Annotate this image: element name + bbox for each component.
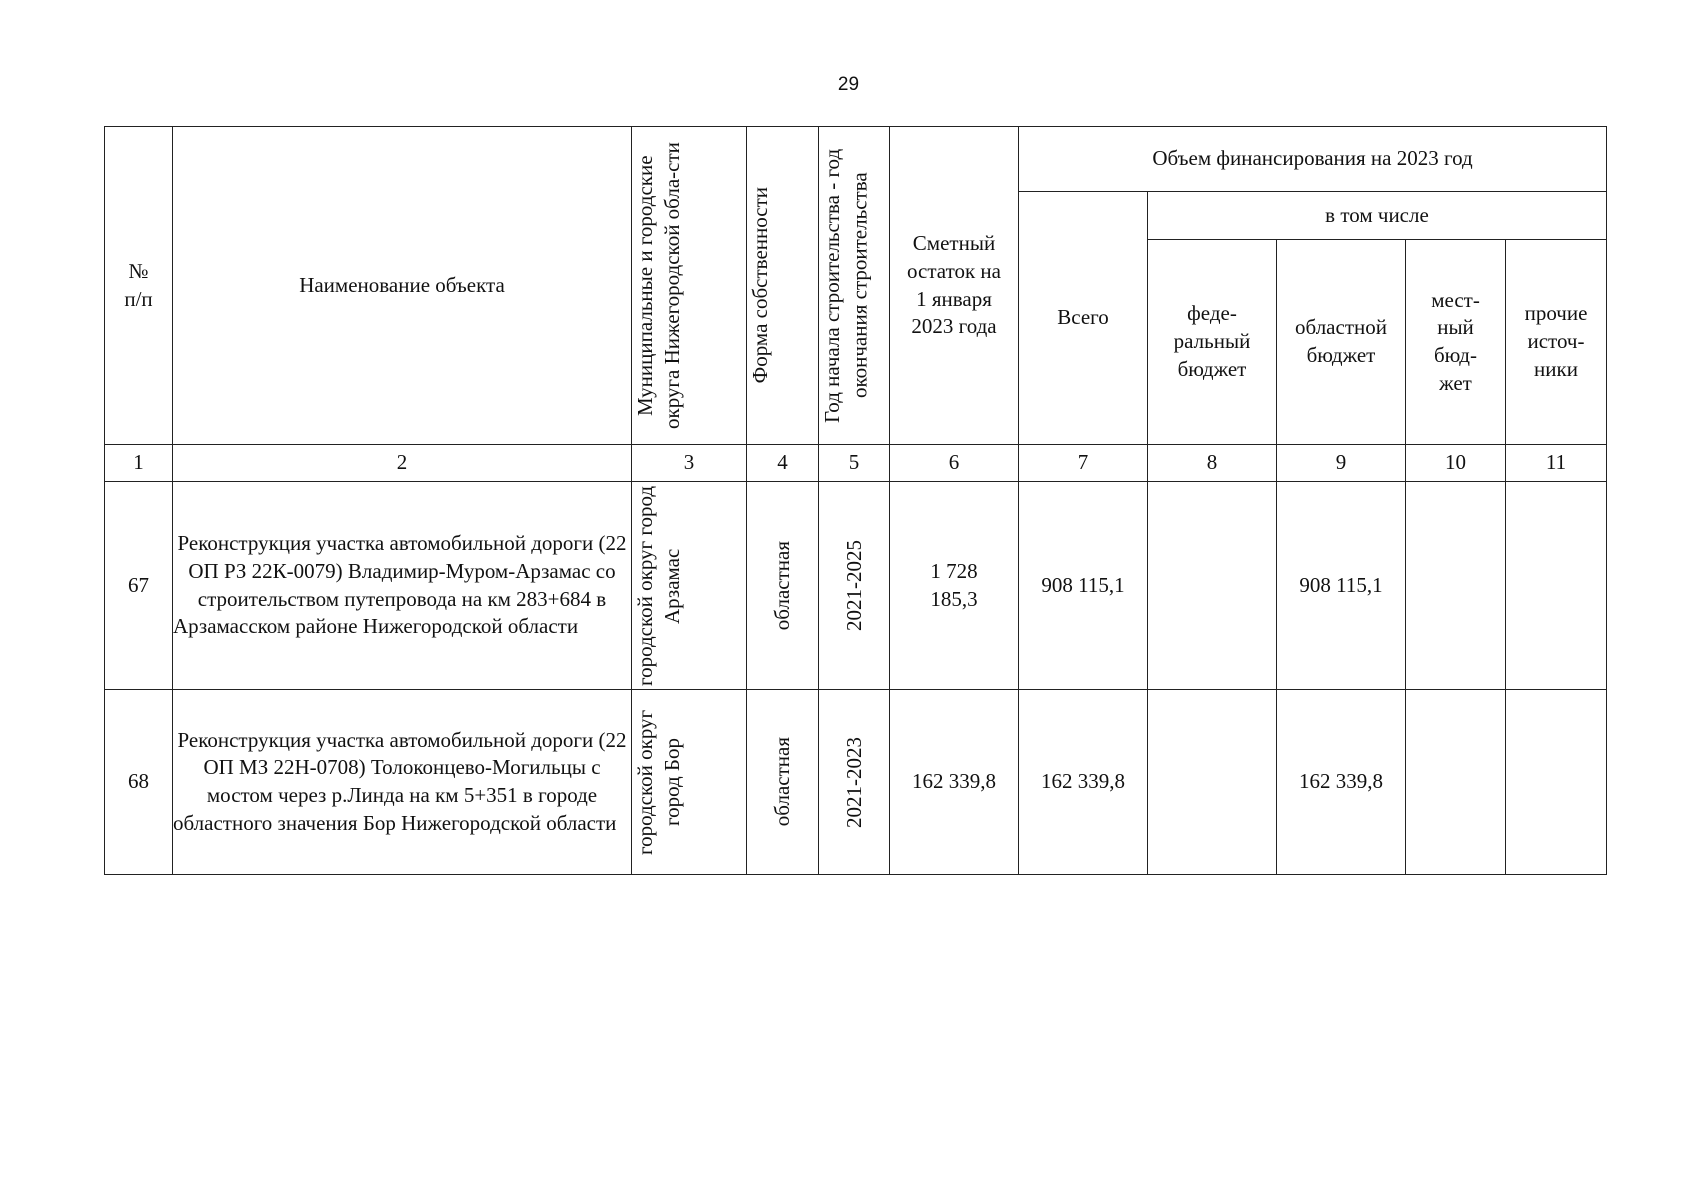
row-other (1506, 690, 1607, 875)
row-federal (1148, 690, 1277, 875)
header-other: прочие источ-ники (1506, 240, 1607, 445)
column-number: 9 (1277, 445, 1406, 482)
row-local (1406, 690, 1506, 875)
row-name: Реконструкция участка автомобильной дороги (22 ОП МЗ 22Н-0708) Толоконцево-Могильцы с мостом через р.Линда на км 5+351 в городе областного значения Бор Нижегородской области (173, 690, 632, 875)
row-name: Реконструкция участка автомобильной дороги (22 ОП РЗ 22К-0079) Владимир-Муром-Арзамас со строительством путепровода на км 283+684 в Арзамасском районе Нижегородской области (173, 482, 632, 690)
column-number: 2 (173, 445, 632, 482)
column-number: 11 (1506, 445, 1607, 482)
row-estimate: 1 728 185,3 (890, 482, 1019, 690)
table-row (105, 482, 1607, 690)
row-estimate: 162 339,8 (890, 690, 1019, 875)
header-funding-group: Объем финансирования на 2023 год (1019, 127, 1607, 192)
table-row (105, 690, 1607, 875)
header-local: мест-ный бюд-жет (1406, 240, 1506, 445)
row-regional: 908 115,1 (1277, 482, 1406, 690)
row-num: 68 (105, 690, 173, 875)
row-municipality: городской округ город Арзамас (632, 482, 747, 690)
column-number: 7 (1019, 445, 1148, 482)
header-years: Год начала строительства - год окончания строительства (819, 127, 890, 445)
header-regional: областной бюджет (1277, 240, 1406, 445)
header-total: Всего (1019, 192, 1148, 445)
header-estimate: Сметный остаток на 1 января 2023 года (890, 127, 1019, 445)
row-total: 162 339,8 (1019, 690, 1148, 875)
column-number: 5 (819, 445, 890, 482)
row-num: 67 (105, 482, 173, 690)
row-ownership: областная (747, 482, 819, 690)
header-row-1 (105, 127, 1607, 192)
column-number-row (105, 445, 1607, 482)
funding-table (104, 126, 1607, 875)
row-federal (1148, 482, 1277, 690)
column-number: 1 (105, 445, 173, 482)
row-municipality: городской округ город Бор (632, 690, 747, 875)
row-years: 2021-2025 (819, 482, 890, 690)
header-including: в том числе (1148, 192, 1607, 240)
column-number: 3 (632, 445, 747, 482)
header-municipality: Муниципальные и городские округа Нижегородской обла-сти (632, 127, 747, 445)
column-number: 10 (1406, 445, 1506, 482)
row-regional: 162 339,8 (1277, 690, 1406, 875)
row-local (1406, 482, 1506, 690)
column-number: 8 (1148, 445, 1277, 482)
row-ownership: областная (747, 690, 819, 875)
column-number: 6 (890, 445, 1019, 482)
header-federal: феде-ральный бюджет (1148, 240, 1277, 445)
header-num: № п/п (105, 127, 173, 445)
column-number: 4 (747, 445, 819, 482)
page-number: 29 (837, 74, 860, 95)
header-ownership: Форма собственности (747, 127, 819, 445)
row-years: 2021-2023 (819, 690, 890, 875)
header-name: Наименование объекта (173, 127, 632, 445)
row-other (1506, 482, 1607, 690)
row-total: 908 115,1 (1019, 482, 1148, 690)
